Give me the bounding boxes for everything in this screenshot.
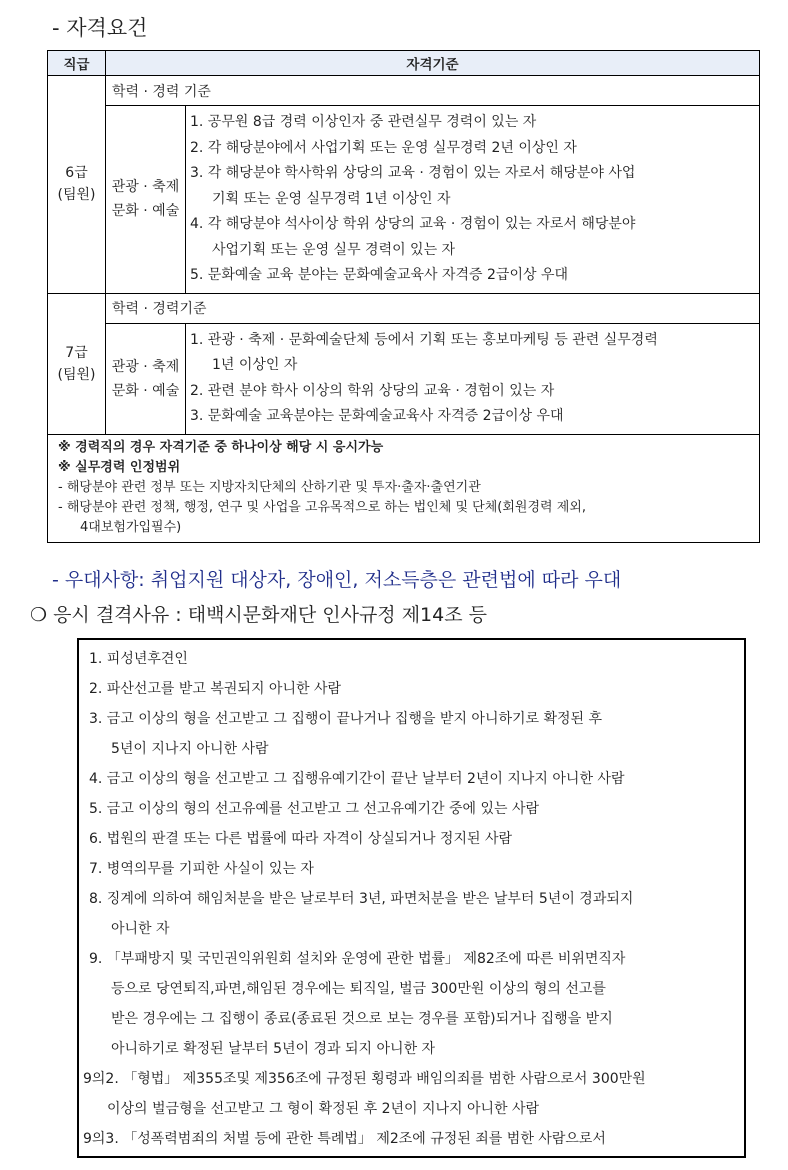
note-line: ※ 경력직의 경우 자격기준 중 하나이상 해당 시 응시가능 (58, 439, 384, 455)
table-row (48, 323, 760, 434)
list-item: 3. 금고 이상의 형을 선고받고 그 집행이 끝나거나 집행을 받지 아니하기로 확정된 후 (89, 711, 603, 727)
list-item: 1년 이상인 자 (212, 357, 298, 373)
list-item: 8. 징계에 의하여 해임처분을 받은 날로부터 3년, 파면처분을 받은 날부터 5년이 경과되지 (89, 891, 634, 907)
list-item: 6. 법원의 판결 또는 다른 법률에 따라 자격이 상실되거나 정지된 사람 (89, 831, 513, 847)
table-row (48, 76, 760, 106)
grade-cell-6: 6급 (팀원) (48, 76, 106, 294)
criteria-list (186, 323, 760, 434)
notes-cell (48, 434, 760, 542)
header-criteria: 자격기준 (106, 51, 760, 76)
section-title: - 자격요건 (52, 16, 148, 40)
list-item: 아니하기로 확정된 날부터 5년이 경과 되지 아니한 자 (111, 1041, 436, 1057)
note-line: ※ 실무경력 인정범위 (58, 459, 181, 475)
list-item: 1. 관광 · 축제 · 문화예술단체 등에서 기획 또는 홍보마케팅 등 관련 실무경력 (190, 331, 658, 348)
list-item: 2. 파산선고를 받고 복권되지 아니한 사람 (89, 681, 341, 697)
list-item: 4. 금고 이상의 형을 선고받고 그 집행유예기간이 끝난 날부터 2년이 지나지 아니한 사람 (89, 771, 625, 787)
list-item: 아니한 자 (111, 921, 170, 937)
list-item: 기획 또는 운영 실무경력 1년 이상인 자 (212, 190, 451, 207)
list-item: 2. 각 해당분야에서 사업기획 또는 운영 실무경력 2년 이상인 자 (190, 139, 577, 156)
list-item: 4. 각 해당분야 석사이상 학위 상당의 교육 · 경험이 있는 자로서 해당분야 (190, 216, 636, 232)
list-item: 7. 병역의무를 기피한 사실이 있는 자 (89, 861, 314, 877)
list-item: 9의3. 「성폭력범죄의 처벌 등에 관한 특례법」 제2조에 규정된 죄를 범한 사람으로서 (83, 1131, 606, 1147)
list-item: 3. 각 해당분야 학사학위 상당의 교육 · 경험이 있는 자로서 해당분야 사업 (190, 165, 636, 181)
note-line: 4대보험가입필수) (80, 519, 182, 535)
notes-row (48, 434, 760, 542)
disqualification-title: ❍ 응시 결격사유 : 태백시문화재단 인사규정 제14조 등 (30, 604, 487, 626)
table-header-row (48, 51, 760, 76)
table-row (48, 293, 760, 323)
list-item: 3. 문화예술 교육분야는 문화예술교육사 자격증 2급이상 우대 (190, 408, 564, 424)
qualification-table (47, 50, 760, 543)
list-item: 사업기획 또는 운영 실무 경력이 있는 자 (212, 241, 456, 258)
sub-heading: 학력 · 경력기준 (106, 293, 760, 323)
note-line: - 해당분야 관련 정책, 행정, 연구 및 사업을 고유목적으로 하는 법인체 및 단체(회원경력 제외, (58, 499, 586, 515)
sub-heading: 학력 · 경력 기준 (106, 76, 760, 106)
field-cell: 관광 · 축제 문화 · 예술 (106, 323, 186, 434)
criteria-list (186, 106, 760, 294)
preference-text: - 우대사항: 취업지원 대상자, 장애인, 저소득층은 관련법에 따라 우대 (52, 569, 622, 591)
field-cell: 관광 · 축제 문화 · 예술 (106, 106, 186, 294)
header-grade: 직급 (48, 51, 106, 76)
list-item: 5. 금고 이상의 형의 선고유예를 선고받고 그 선고유예기간 중에 있는 사람 (89, 801, 540, 817)
list-item: 등으로 당연퇴직,파면,해임된 경우에는 퇴직일, 벌금 300만원 이상의 형의 선고를 (111, 981, 606, 997)
list-item: 1. 피성년후견인 (89, 651, 188, 667)
note-line: - 해당분야 관련 정부 또는 지방자치단체의 산하기관 및 투자·출자·출연기관 (58, 479, 481, 495)
table-row (48, 106, 760, 294)
disqualification-box (77, 638, 746, 1158)
list-item: 받은 경우에는 그 집행이 종료(종료된 것으로 보는 경우를 포함)되거나 집행을 받지 (111, 1011, 613, 1027)
list-item: 5. 문화예술 교육 분야는 문화예술교육사 자격증 2급이상 우대 (190, 267, 568, 283)
list-item: 9. 「부패방지 및 국민권익위원회 설치와 운영에 관한 법률」 제82조에 따른 비위면직자 (89, 951, 626, 967)
list-item: 5년이 지나지 아니한 사람 (111, 741, 269, 757)
list-item: 이상의 벌금형을 선고받고 그 형이 확정된 후 2년이 지나지 아니한 사람 (107, 1101, 540, 1117)
list-item: 9의2. 「형법」 제355조및 제356조에 규정된 횡령과 배임의죄를 범한 사람으로서 300만원 (83, 1071, 646, 1087)
list-item: 1. 공무원 8급 경력 이상인자 중 관련실무 경력이 있는 자 (190, 114, 537, 130)
list-item: 2. 관련 분야 학사 이상의 학위 상당의 교육 · 경험이 있는 자 (190, 382, 555, 399)
grade-cell-7: 7급 (팀원) (48, 293, 106, 434)
